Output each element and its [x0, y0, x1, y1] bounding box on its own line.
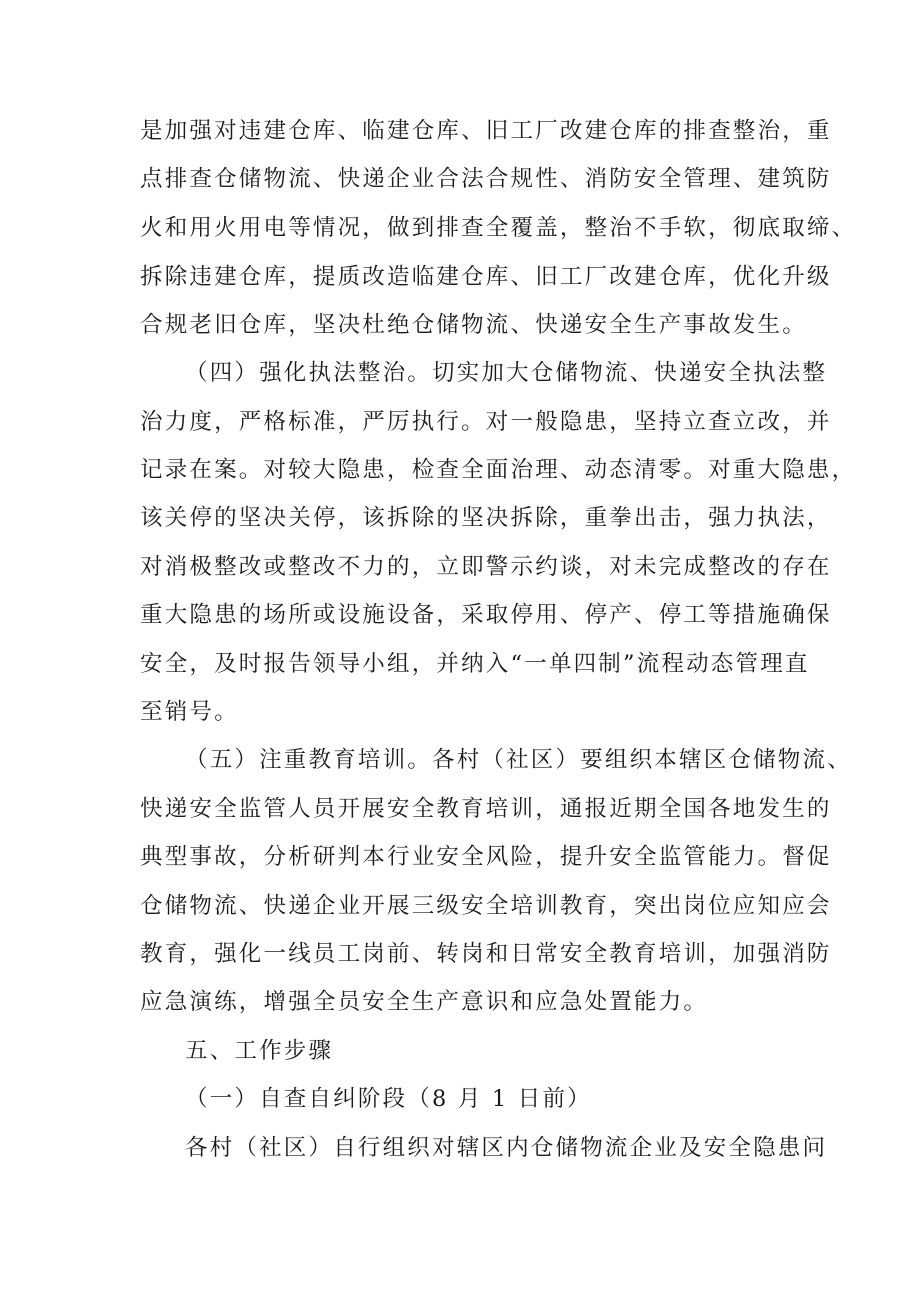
body-line: 至销号。 [140, 699, 239, 725]
body-line: 应急演练，增强全员安全生产意识和应急处置能力。 [140, 989, 709, 1015]
body-line: 典型事故，分析研判本行业安全风险，提升安全监管能力。督促 [140, 844, 832, 870]
body-line: 火和用火用电等情况，做到排查全覆盖，整治不手软，彻底取缔、 [140, 215, 857, 241]
section-4-heading-line: （四）强化执法整治。切实加大仓储物流、快递安全执法整 [185, 360, 828, 386]
body-line: 各村（社区）自行组织对辖区内仓储物流企业及安全隐患问 [185, 1135, 828, 1161]
body-line: 安全，及时报告领导小组，并纳入“一单四制”流程动态管理直 [140, 651, 810, 677]
body-line: 对消极整改或整改不力的，立即警示约谈，对未完成整改的存在 [140, 554, 832, 580]
body-line: 是加强对违建仓库、临建仓库、旧工厂改建仓库的排查整治，重 [140, 118, 832, 144]
body-line: 重大隐患的场所或设施设备，采取停用、停产、停工等措施确保 [140, 602, 832, 628]
section-5-heading-line: （五）注重教育培训。各村（社区）要组织本辖区仓储物流、 [185, 747, 852, 773]
body-line: 拆除违建仓库，提质改造临建仓库、旧工厂改建仓库，优化升级 [140, 264, 832, 290]
body-line: 治力度，严格标准，严厉执行。对一般隐患，坚持立查立改，并 [140, 409, 832, 435]
body-line: 快递安全监管人员开展安全教育培训，通报近期全国各地发生的 [140, 796, 832, 822]
body-line: 教育，强化一线员工岗前、转岗和日常安全教育培训，加强消防 [140, 941, 832, 967]
body-line: 点排查仓储物流、快递企业合法合规性、消防安全管理、建筑防 [140, 166, 832, 192]
body-line: 合规老旧仓库，坚决杜绝仓储物流、快递安全生产事故发生。 [140, 312, 807, 338]
section-heading-work-steps: 五、工作步骤 [185, 1038, 334, 1064]
body-line: 该关停的坚决关停，该拆除的坚决拆除，重拳出击，强力执法， [140, 505, 832, 531]
subsection-heading-self-inspection: （一）自查自纠阶段（8 月 1 日前） [185, 1086, 592, 1112]
body-line: 记录在案。对较大隐患，检查全面治理、动态清零。对重大隐患， [140, 457, 857, 483]
body-line: 仓储物流、快递企业开展三级安全培训教育，突出岗位应知应会 [140, 893, 832, 919]
